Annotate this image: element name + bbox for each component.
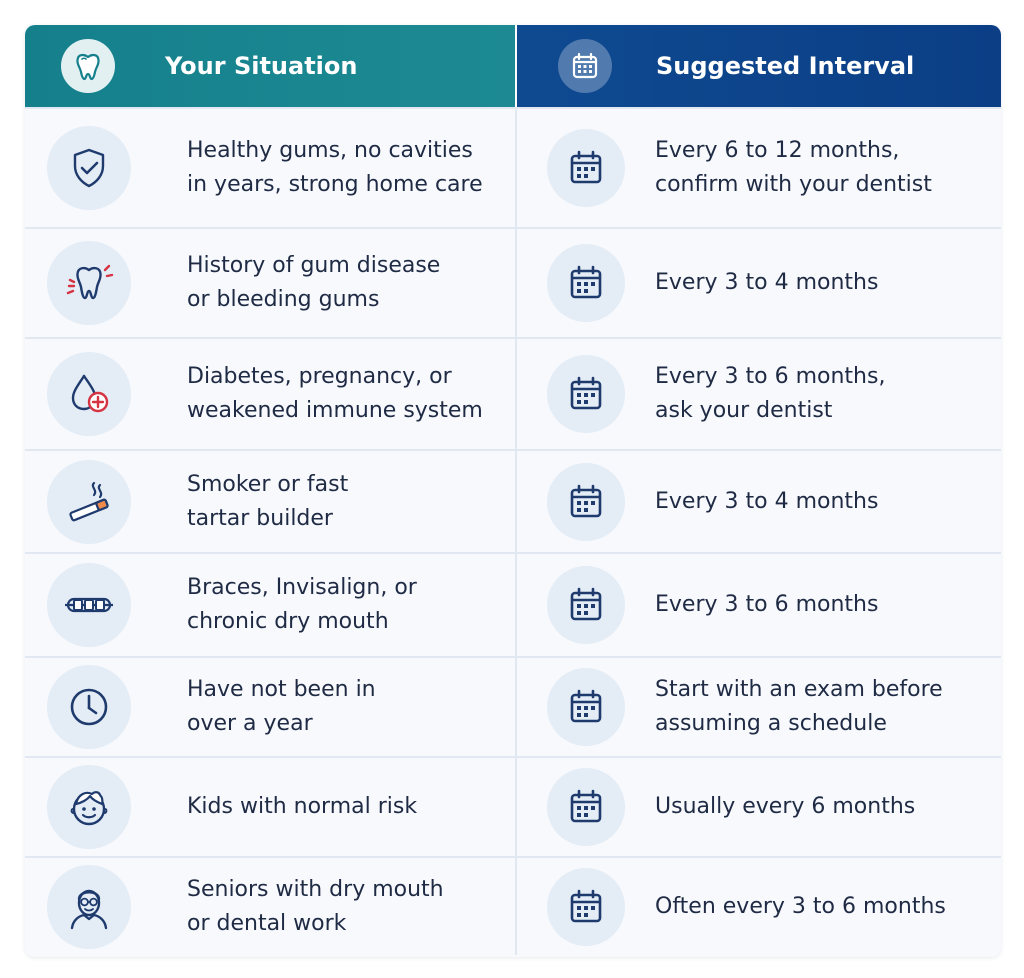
situation-text: Seniors with dry mouth or dental work — [187, 876, 444, 936]
table-row — [25, 337, 1001, 449]
interval-text: Often every 3 to 6 months — [655, 893, 946, 919]
shield-check-icon — [47, 126, 131, 210]
cleaning-interval-table — [25, 25, 1001, 957]
calendar-icon — [547, 566, 625, 644]
situation-text: Healthy gums, no cavities in years, strong home care — [187, 138, 483, 197]
situation-cell — [25, 339, 515, 449]
header-situation — [25, 25, 515, 107]
interval-text: Start with an exam before assuming a schedule — [655, 677, 943, 736]
table-row — [25, 227, 1001, 337]
interval-text: Every 6 to 12 months, confirm with your dentist — [655, 138, 932, 197]
situation-text: Kids with normal risk — [187, 794, 418, 819]
interval-text: Every 3 to 6 months — [655, 592, 879, 617]
table-row — [25, 107, 1001, 227]
cigarette-icon — [47, 460, 131, 544]
interval-text: Every 3 to 4 months — [655, 488, 879, 514]
calendar-icon — [547, 668, 625, 746]
situation-cell — [25, 554, 515, 656]
drop-plus-icon — [47, 352, 131, 436]
situation-cell — [25, 858, 515, 955]
situation-cell — [25, 658, 515, 756]
situation-text: History of gum disease or bleeding gums — [187, 253, 441, 312]
interval-cell — [515, 339, 1001, 449]
situation-cell — [25, 451, 515, 552]
situation-cell — [25, 229, 515, 337]
table-row — [25, 856, 1001, 955]
table-header — [25, 25, 1001, 107]
situation-text: Diabetes, pregnancy, or weakened immune system — [187, 364, 483, 423]
tooth-alert-icon — [47, 241, 131, 325]
interval-cell — [515, 451, 1001, 552]
table-row — [25, 656, 1001, 756]
header-interval-label: Suggested Interval — [656, 52, 915, 80]
child-face-icon — [47, 765, 131, 849]
header-interval — [515, 25, 1001, 107]
table-row — [25, 552, 1001, 656]
calendar-icon — [547, 129, 625, 207]
interval-cell — [515, 658, 1001, 756]
table-row — [25, 449, 1001, 552]
situation-text: Braces, Invisalign, or chronic dry mouth — [187, 575, 417, 634]
clock-icon — [47, 665, 131, 749]
situation-text: Have not been in over a year — [187, 677, 376, 736]
calendar-icon — [547, 463, 625, 541]
interval-cell — [515, 109, 1001, 227]
calendar-icon — [547, 868, 625, 946]
calendar-icon — [547, 244, 625, 322]
interval-cell — [515, 554, 1001, 656]
interval-cell — [515, 229, 1001, 337]
tooth-icon — [61, 39, 115, 93]
interval-text: Usually every 6 months — [655, 794, 916, 819]
header-situation-label: Your Situation — [165, 52, 358, 80]
interval-cell — [515, 758, 1001, 856]
table-row — [25, 756, 1001, 856]
interval-text: Every 3 to 4 months — [655, 270, 879, 295]
situation-text: Smoker or fast tartar builder — [187, 471, 349, 531]
calendar-icon — [558, 39, 612, 93]
braces-icon — [47, 563, 131, 647]
calendar-icon — [547, 355, 625, 433]
calendar-icon — [547, 768, 625, 846]
interval-text: Every 3 to 6 months, ask your dentist — [655, 364, 886, 423]
situation-cell — [25, 758, 515, 856]
interval-cell — [515, 858, 1001, 955]
senior-face-icon — [47, 865, 131, 949]
situation-cell — [25, 109, 515, 227]
